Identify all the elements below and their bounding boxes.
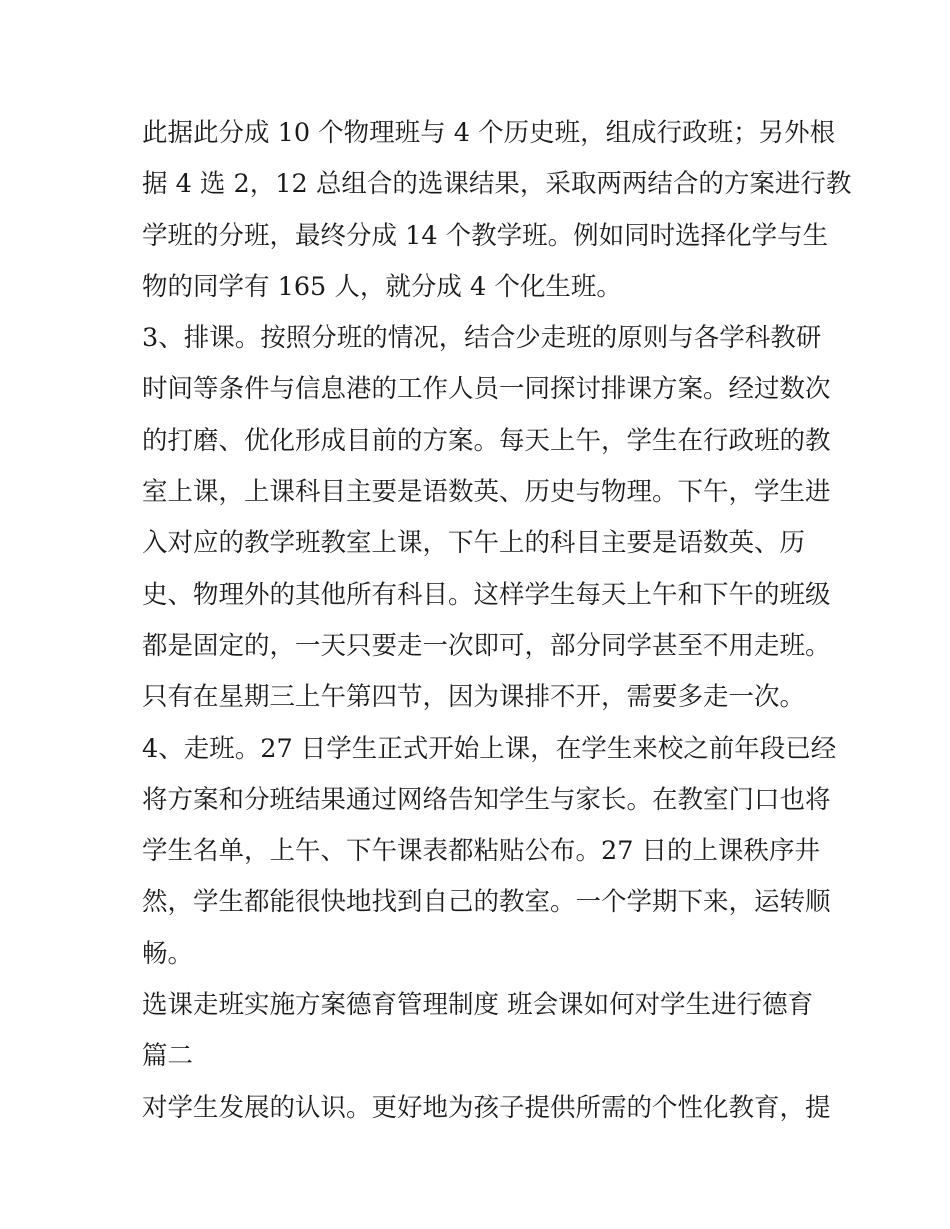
text-line: 3、排课。按照分班的情况，结合少走班的原则与各学科教研 <box>142 323 822 354</box>
text-line: 学班的分班，最终分成 14 个教学班。例如同时选择化学与生 <box>142 220 829 251</box>
text-line: 时间等条件与信息港的工作人员一同探讨排课方案。经过数次 <box>142 374 831 405</box>
text-line: 此据此分成 10 个物理班与 4 个历史班，组成行政班；另外根 <box>142 118 836 148</box>
text-line: 对学生发展的认识。更好地为孩子提供所需的个性化教育，提 <box>142 1092 831 1123</box>
text-line: 入对应的教学班教室上课，下午上的科目主要是语数英、历 <box>142 528 806 559</box>
text-line: 学生名单，上午、下午课表都粘贴公布。27 日的上课秩序井 <box>142 836 821 867</box>
section-title-line: 篇二 <box>142 1041 194 1072</box>
text-line: 史、物理外的其他所有科目。这样学生每天上午和下午的班级 <box>142 579 831 610</box>
text-line: 只有在星期三上午第四节，因为课排不开，需要多走一次。 <box>142 682 806 713</box>
text-line: 将方案和分班结果通过网络告知学生与家长。在教室门口也将 <box>142 784 831 815</box>
text-line: 室上课，上课科目主要是语数英、历史与物理。下午，学生进 <box>142 477 831 508</box>
text-line: 物的同学有 165 人，就分成 4 个化生班。 <box>142 271 622 302</box>
text-line: 都是固定的，一天只要走一次即可，部分同学甚至不用走班。 <box>142 630 831 661</box>
document-body <box>142 108 852 1134</box>
text-line: 据 4 选 2，12 总组合的选课结果，采取两两结合的方案进行教 <box>142 169 852 200</box>
text-line: 的打磨、优化形成目前的方案。每天上午，学生在行政班的教 <box>142 425 831 456</box>
text-line: 4、走班。27 日学生正式开始上课，在学生来校之前年段已经 <box>142 733 837 764</box>
text-line: 然，学生都能很快地找到自己的教室。一个学期下来，运转顺 <box>142 887 831 918</box>
text-line: 畅。 <box>142 938 194 969</box>
section-title-line: 选课走班实施方案德育管理制度 班会课如何对学生进行德育 <box>142 990 814 1021</box>
